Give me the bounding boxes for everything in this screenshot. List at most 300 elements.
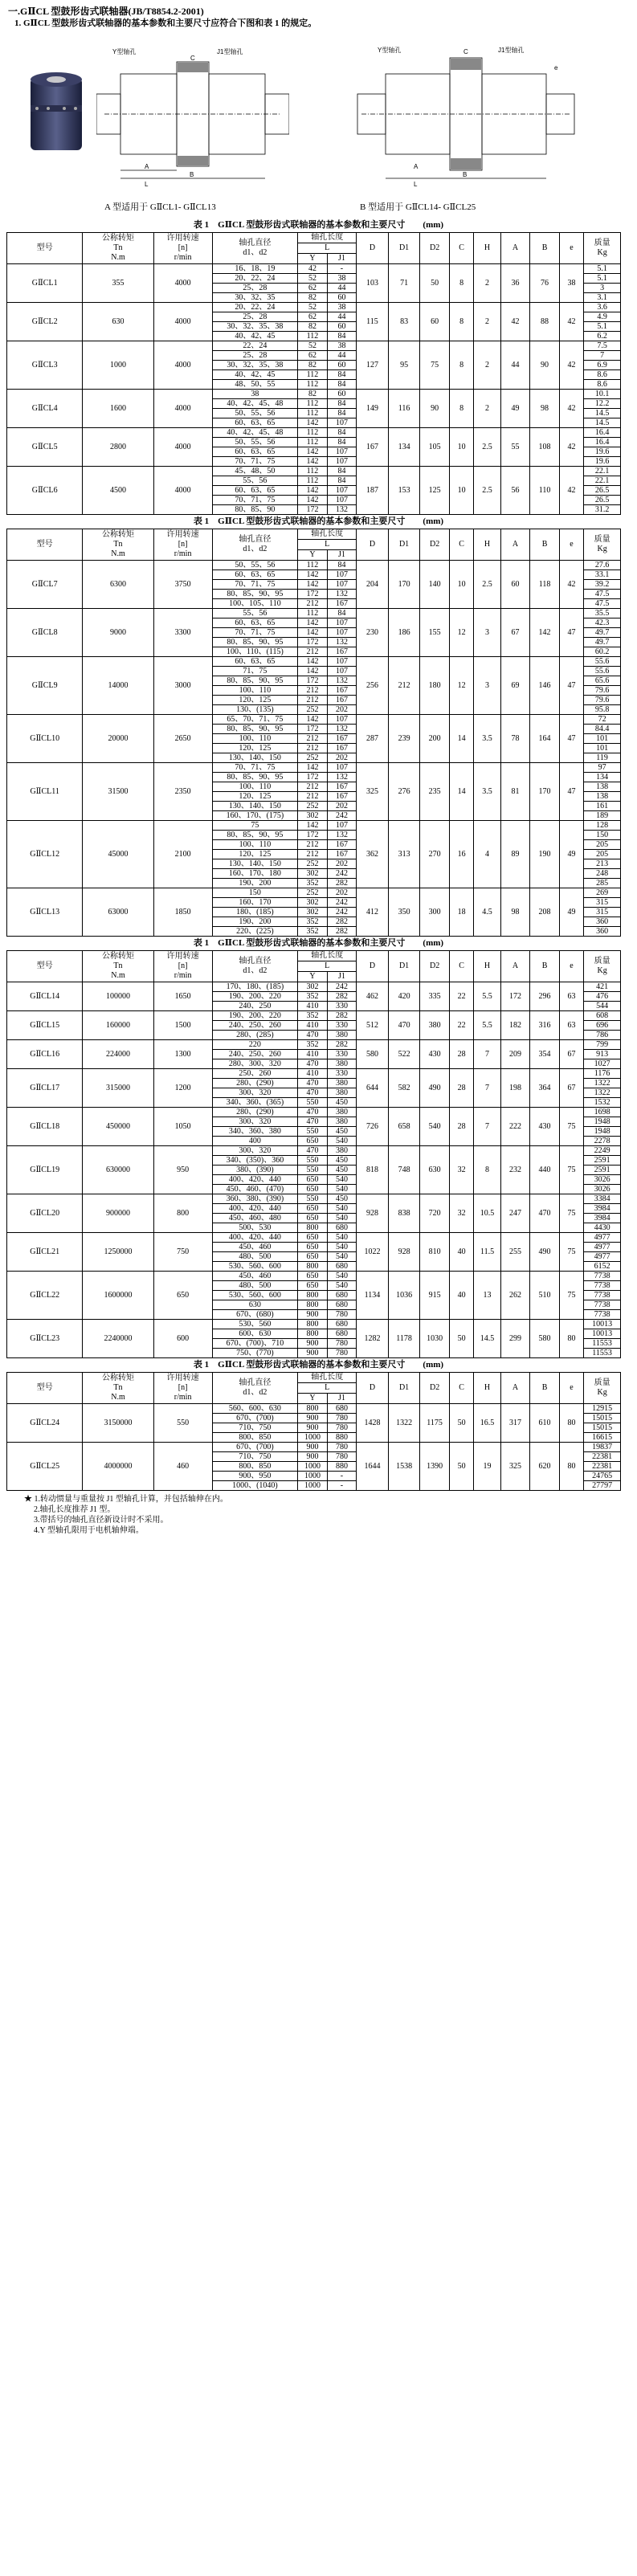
j1-cell: 107	[327, 821, 357, 831]
dim-d1-cell: 420	[388, 982, 420, 1011]
dim-b-cell: 170	[530, 763, 560, 821]
bore-cell: 100、105、110	[212, 599, 298, 609]
torque-cell: 355	[83, 264, 153, 303]
bore-cell: 670、(700)	[212, 1443, 298, 1452]
mass-cell: 1948	[584, 1127, 621, 1137]
j1-cell: 540	[327, 1137, 357, 1146]
y-cell: 302	[298, 898, 328, 908]
mass-cell: 7738	[584, 1300, 621, 1310]
j1-cell: 107	[327, 628, 357, 638]
col-l: L	[298, 540, 357, 550]
dim-h-cell: 2.5	[474, 428, 500, 467]
dim-b-cell: 620	[530, 1443, 560, 1491]
dim-d1-cell: 470	[388, 1011, 420, 1040]
bore-cell: 130、140、150	[212, 859, 298, 869]
model-cell: GⅡCL15	[7, 1011, 83, 1040]
bore-cell: 70、71、75	[212, 457, 298, 467]
torque-cell: 900000	[83, 1194, 153, 1233]
col-d2: D2	[420, 951, 450, 982]
col-d1: D1	[388, 951, 420, 982]
mass-cell: 95.8	[584, 705, 621, 715]
dim-d-cell: 1282	[357, 1320, 389, 1358]
j1-cell: 107	[327, 715, 357, 725]
table-row	[7, 1272, 621, 1281]
y-cell: 900	[298, 1443, 328, 1452]
bore-cell: 130、(135)	[212, 705, 298, 715]
bore-cell: 340、360、380	[212, 1127, 298, 1137]
dim-b-cell: 142	[530, 609, 560, 657]
diagram-type-b	[353, 38, 578, 190]
dim-e-cell: 75	[559, 1233, 583, 1272]
col-j1: J1	[327, 254, 357, 264]
model-cell: GⅡCL4	[7, 390, 83, 428]
mass-cell: 1322	[584, 1088, 621, 1098]
table-row	[7, 467, 621, 476]
j1-cell: 540	[327, 1243, 357, 1252]
j1-cell: 44	[327, 312, 357, 322]
mass-cell: 3026	[584, 1175, 621, 1185]
torque-cell: 100000	[83, 982, 153, 1011]
j1-cell: 540	[327, 1233, 357, 1243]
col-d2: D2	[420, 1373, 450, 1404]
mass-cell: 47.5	[584, 590, 621, 599]
j1-cell: 84	[327, 561, 357, 570]
col-speed-line: [n]	[178, 1383, 188, 1392]
mass-cell: 15015	[584, 1414, 621, 1423]
j1-cell: 540	[327, 1175, 357, 1185]
y-cell: 900	[298, 1452, 328, 1462]
dim-d1-cell: 170	[388, 561, 420, 609]
bore-cell: 80、85、90、95	[212, 773, 298, 782]
bore-cell: 280、(290)	[212, 1108, 298, 1117]
col-a: A	[500, 1373, 530, 1404]
fig-b-label-l: L	[414, 181, 418, 188]
col-torque	[83, 529, 153, 561]
y-cell: 142	[298, 486, 328, 496]
bore-cell: 190、200、220	[212, 1011, 298, 1021]
dim-c-cell: 18	[449, 888, 473, 937]
speed-cell: 1650	[153, 982, 212, 1011]
dim-e-cell: 67	[559, 1040, 583, 1069]
col-mass-line: Kg	[597, 966, 607, 975]
torque-cell: 1000	[83, 341, 153, 390]
dim-c-cell: 50	[449, 1443, 473, 1491]
dim-h-cell: 5.5	[474, 1011, 500, 1040]
dim-a-cell: 78	[500, 715, 530, 763]
y-cell: 112	[298, 332, 328, 341]
model-cell: GⅡCL9	[7, 657, 83, 715]
bore-cell: 80、85、90、95	[212, 590, 298, 599]
dim-b-cell: 88	[530, 303, 560, 341]
y-cell: 352	[298, 879, 328, 888]
dim-b-cell: 490	[530, 1233, 560, 1272]
y-cell: 470	[298, 1117, 328, 1127]
speed-cell: 750	[153, 1233, 212, 1272]
dim-c-cell: 32	[449, 1194, 473, 1233]
bore-cell: 100、110	[212, 686, 298, 696]
j1-cell: 84	[327, 467, 357, 476]
mass-cell: 6152	[584, 1262, 621, 1272]
j1-cell: 880	[327, 1462, 357, 1472]
y-cell: 800	[298, 1223, 328, 1233]
dim-e-cell: 38	[559, 264, 583, 303]
y-cell: 112	[298, 399, 328, 409]
col-h: H	[474, 1373, 500, 1404]
mass-cell: 31.2	[584, 505, 621, 515]
bore-cell: 65、70、71、75	[212, 715, 298, 725]
speed-cell: 3750	[153, 561, 212, 609]
dim-d-cell: 127	[357, 341, 389, 390]
bore-cell: 400	[212, 1137, 298, 1146]
dim-b-cell: 164	[530, 715, 560, 763]
y-cell: 800	[298, 1291, 328, 1300]
bore-cell: 250、260	[212, 1069, 298, 1079]
mass-cell: 49.7	[584, 628, 621, 638]
dim-d1-cell: 522	[388, 1040, 420, 1069]
col-l: L	[298, 243, 357, 254]
speed-cell: 1500	[153, 1011, 212, 1040]
header-row	[7, 951, 621, 961]
bore-cell: 670、(680)	[212, 1310, 298, 1320]
y-cell: 470	[298, 1146, 328, 1156]
col-bore-line: d1、d2	[243, 248, 267, 257]
y-cell: 650	[298, 1137, 328, 1146]
dim-d2-cell: 235	[420, 763, 450, 821]
bore-cell: 120、125	[212, 850, 298, 859]
mass-cell: 14.5	[584, 418, 621, 428]
dim-c-cell: 8	[449, 341, 473, 390]
col-speed	[153, 233, 212, 264]
bore-cell: 480、500	[212, 1281, 298, 1291]
col-d1: D1	[388, 529, 420, 561]
col-l: L	[298, 961, 357, 972]
dim-c-cell: 8	[449, 264, 473, 303]
bore-cell: 40、42、45、48	[212, 428, 298, 438]
spec-table	[6, 232, 621, 515]
col-speed	[153, 951, 212, 982]
j1-cell: 680	[327, 1329, 357, 1339]
y-cell: 82	[298, 293, 328, 303]
j1-cell: 380	[327, 1117, 357, 1127]
dim-d2-cell: 180	[420, 657, 450, 715]
j1-cell: 84	[327, 399, 357, 409]
bore-cell: 130、140、150	[212, 802, 298, 811]
bore-cell: 120、125	[212, 696, 298, 705]
j1-cell: 780	[327, 1310, 357, 1320]
mass-cell: 269	[584, 888, 621, 898]
dim-e-cell: 63	[559, 1011, 583, 1040]
bore-cell: 240、250、260	[212, 1050, 298, 1059]
mass-cell: 19837	[584, 1443, 621, 1452]
mass-cell: 4977	[584, 1233, 621, 1243]
col-h: H	[474, 233, 500, 264]
y-cell: 142	[298, 447, 328, 457]
model-cell: GⅡCL19	[7, 1146, 83, 1194]
bore-cell: 450、460、480	[212, 1214, 298, 1223]
mass-cell: 119	[584, 753, 621, 763]
j1-cell: 132	[327, 831, 357, 840]
mass-cell: 101	[584, 744, 621, 753]
mass-cell: 4.9	[584, 312, 621, 322]
bore-cell: 500、530	[212, 1223, 298, 1233]
mass-cell: 8.6	[584, 380, 621, 390]
col-torque-line: N.m	[111, 549, 125, 558]
j1-cell: 330	[327, 1021, 357, 1031]
dim-d1-cell: 276	[388, 763, 420, 821]
dim-a-cell: 209	[500, 1040, 530, 1069]
dim-b-cell: 146	[530, 657, 560, 715]
j1-cell: 167	[327, 696, 357, 705]
dim-d1-cell: 928	[388, 1233, 420, 1272]
bore-cell: 450、460	[212, 1243, 298, 1252]
dim-d1-cell: 95	[388, 341, 420, 390]
col-d: D	[357, 529, 389, 561]
dim-h-cell: 4.5	[474, 888, 500, 937]
mass-cell: 1322	[584, 1079, 621, 1088]
col-torque-line: Tn	[113, 243, 123, 252]
mass-cell: 65.6	[584, 676, 621, 686]
j1-cell: 60	[327, 293, 357, 303]
y-cell: 142	[298, 657, 328, 667]
mass-cell: 19.6	[584, 457, 621, 467]
col-speed-line: r/min	[174, 1393, 192, 1402]
dim-h-cell: 7	[474, 1108, 500, 1146]
torque-cell: 2240000	[83, 1320, 153, 1358]
bore-cell: 30、32、35、38	[212, 361, 298, 370]
dim-h-cell: 3.5	[474, 715, 500, 763]
bore-cell: 60、63、65	[212, 418, 298, 428]
dim-d1-cell: 350	[388, 888, 420, 937]
dim-d1-cell: 1322	[388, 1404, 420, 1443]
dim-d-cell: 103	[357, 264, 389, 303]
table-row	[7, 1069, 621, 1079]
fig-a-label-a: A	[145, 163, 149, 170]
mass-cell: 47.5	[584, 599, 621, 609]
y-cell: 252	[298, 705, 328, 715]
dim-e-cell: 75	[559, 1272, 583, 1320]
torque-cell: 315000	[83, 1069, 153, 1108]
dim-d1-cell: 748	[388, 1146, 420, 1194]
mass-cell: 7738	[584, 1310, 621, 1320]
model-cell: GⅡCL11	[7, 763, 83, 821]
bore-cell: 160、170	[212, 898, 298, 908]
dim-c-cell: 12	[449, 609, 473, 657]
dim-d1-cell: 658	[388, 1108, 420, 1146]
speed-cell: 3300	[153, 609, 212, 657]
mass-cell: 7.5	[584, 341, 621, 351]
mass-cell: 10013	[584, 1329, 621, 1339]
dim-h-cell: 16.5	[474, 1404, 500, 1443]
y-cell: 172	[298, 773, 328, 782]
bore-cell: 1000、(1040)	[212, 1481, 298, 1491]
dim-d2-cell: 50	[420, 264, 450, 303]
mass-cell: 7738	[584, 1291, 621, 1300]
speed-cell: 2350	[153, 763, 212, 821]
speed-cell: 460	[153, 1443, 212, 1491]
col-bore	[212, 233, 298, 264]
mass-cell: 27.6	[584, 561, 621, 570]
model-cell: GⅡCL14	[7, 982, 83, 1011]
dim-h-cell: 2	[474, 390, 500, 428]
y-cell: 112	[298, 409, 328, 418]
y-cell: 800	[298, 1262, 328, 1272]
bore-cell: 480、500	[212, 1252, 298, 1262]
dim-c-cell: 28	[449, 1069, 473, 1108]
j1-cell: 202	[327, 802, 357, 811]
dim-d-cell: 818	[357, 1146, 389, 1194]
col-h: H	[474, 529, 500, 561]
bore-cell: 180、(185)	[212, 908, 298, 917]
col-torque-line: 公称转矩	[101, 530, 134, 539]
mass-cell: 189	[584, 811, 621, 821]
dim-c-cell: 10	[449, 561, 473, 609]
j1-cell: 167	[327, 599, 357, 609]
col-c: C	[449, 951, 473, 982]
torque-cell: 63000	[83, 888, 153, 937]
dim-a-cell: 198	[500, 1069, 530, 1108]
y-cell: 352	[298, 927, 328, 937]
bore-cell: 900、950	[212, 1472, 298, 1481]
y-cell: 550	[298, 1127, 328, 1137]
col-b: B	[530, 233, 560, 264]
note-2: 2.轴孔长度推荐 J1 型。	[34, 1505, 116, 1514]
table-row	[7, 1443, 621, 1452]
dim-d-cell: 256	[357, 657, 389, 715]
j1-cell: 780	[327, 1349, 357, 1358]
col-speed-line: [n]	[178, 243, 188, 252]
dim-h-cell: 2	[474, 341, 500, 390]
model-cell: GⅡCL10	[7, 715, 83, 763]
y-cell: 212	[298, 744, 328, 753]
dim-d1-cell: 71	[388, 264, 420, 303]
dim-a-cell: 172	[500, 982, 530, 1011]
bore-cell: 70、71、75	[212, 580, 298, 590]
j1-cell: 167	[327, 734, 357, 744]
dim-a-cell: 49	[500, 390, 530, 428]
dim-d-cell: 167	[357, 428, 389, 467]
y-cell: 142	[298, 667, 328, 676]
bore-cell: 50、55、56	[212, 561, 298, 570]
y-cell: 1000	[298, 1472, 328, 1481]
document-title: 一.GⅡCL 型鼓形齿式联轴器(JB/T8854.2-2001)	[8, 6, 204, 17]
dim-d1-cell: 1036	[388, 1272, 420, 1320]
model-cell: GⅡCL3	[7, 341, 83, 390]
mass-cell: 205	[584, 850, 621, 859]
dim-h-cell: 3	[474, 657, 500, 715]
mass-cell: 799	[584, 1040, 621, 1050]
dim-e-cell: 80	[559, 1320, 583, 1358]
j1-cell: 167	[327, 792, 357, 802]
col-l: L	[298, 1383, 357, 1394]
model-cell: GⅡCL6	[7, 467, 83, 515]
model-cell: GⅡCL17	[7, 1069, 83, 1108]
y-cell: 800	[298, 1404, 328, 1414]
col-torque-line: Tn	[113, 540, 123, 549]
table-caption: 表 1 GⅡCL 型鼓形齿式联轴器的基本参数和主要尺寸 (mm)	[193, 516, 444, 526]
table-row	[7, 888, 621, 898]
j1-cell: 540	[327, 1185, 357, 1194]
mass-cell: 12.2	[584, 399, 621, 409]
dim-a-cell: 56	[500, 467, 530, 515]
mass-cell: 786	[584, 1031, 621, 1040]
speed-cell: 4000	[153, 467, 212, 515]
j1-cell: 132	[327, 505, 357, 515]
mass-cell: 16615	[584, 1433, 621, 1443]
y-cell: 302	[298, 811, 328, 821]
dim-c-cell: 40	[449, 1272, 473, 1320]
j1-cell: 680	[327, 1404, 357, 1414]
table-row	[7, 1146, 621, 1156]
y-cell: 212	[298, 850, 328, 859]
bore-cell: 55、56	[212, 609, 298, 618]
col-torque-line: 公称转矩	[101, 234, 134, 243]
j1-cell: 132	[327, 676, 357, 686]
y-cell: 112	[298, 467, 328, 476]
bore-cell: 25、28	[212, 284, 298, 293]
j1-cell: 330	[327, 1069, 357, 1079]
mass-cell: 27797	[584, 1481, 621, 1491]
bore-cell: 70、71、75	[212, 763, 298, 773]
dim-a-cell: 222	[500, 1108, 530, 1146]
j1-cell: 202	[327, 753, 357, 763]
col-bore	[212, 951, 298, 982]
j1-cell: 282	[327, 992, 357, 1002]
dim-b-cell: 296	[530, 982, 560, 1011]
y-cell: 142	[298, 618, 328, 628]
mass-cell: 6.2	[584, 332, 621, 341]
j1-cell: 167	[327, 686, 357, 696]
y-cell: 900	[298, 1423, 328, 1433]
y-cell: 302	[298, 908, 328, 917]
mass-cell: 3026	[584, 1185, 621, 1194]
bore-cell: 80、85、90	[212, 505, 298, 515]
col-mass-line: 质量	[594, 1378, 610, 1387]
table-row	[7, 561, 621, 570]
mass-cell: 161	[584, 802, 621, 811]
bore-cell: 450、460	[212, 1272, 298, 1281]
j1-cell: 242	[327, 908, 357, 917]
col-bore-line: 轴孔直径	[239, 239, 272, 247]
mass-cell: 248	[584, 869, 621, 879]
table-row	[7, 821, 621, 831]
mass-cell: 49.7	[584, 638, 621, 647]
model-cell: GⅡCL25	[7, 1443, 83, 1491]
dim-a-cell: 325	[500, 1443, 530, 1491]
col-torque-line: Tn	[113, 961, 123, 970]
model-cell: GⅡCL18	[7, 1108, 83, 1146]
dim-a-cell: 232	[500, 1146, 530, 1194]
dim-c-cell: 50	[449, 1404, 473, 1443]
col-d1: D1	[388, 1373, 420, 1404]
col-mass	[584, 233, 621, 264]
fig-a-label-j1-bore: J1型轴孔	[217, 48, 243, 55]
col-y: Y	[298, 972, 328, 982]
y-cell: 212	[298, 696, 328, 705]
dim-c-cell: 22	[449, 1011, 473, 1040]
y-cell: 142	[298, 570, 328, 580]
col-bore-line: d1、d2	[243, 966, 267, 975]
dim-c-cell: 8	[449, 303, 473, 341]
j1-cell: 780	[327, 1423, 357, 1433]
j1-cell: 107	[327, 580, 357, 590]
bore-cell: 75	[212, 821, 298, 831]
y-cell: 410	[298, 1069, 328, 1079]
dim-d-cell: 1644	[357, 1443, 389, 1491]
dim-c-cell: 10	[449, 467, 473, 515]
y-cell: 410	[298, 1002, 328, 1011]
dim-d2-cell: 430	[420, 1040, 450, 1069]
mass-cell: 360	[584, 917, 621, 927]
